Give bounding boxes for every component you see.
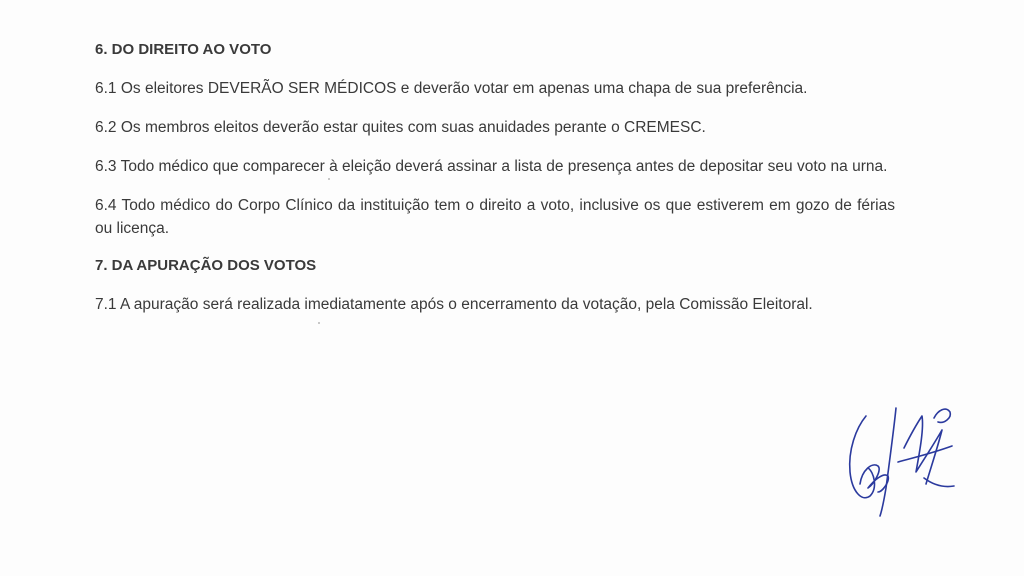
clause-6-3: 6.3 Todo médico que comparecer à eleição deverá assinar a lista de presença antes de depositar seu voto na urna.	[95, 158, 888, 175]
clause-6-2: 6.2 Os membros eleitos deverão estar quites com suas anuidades perante o CREMESC.	[95, 119, 706, 136]
section-7-title: 7. DA APURAÇÃO DOS VOTOS	[95, 257, 317, 274]
scan-speck	[328, 178, 330, 180]
document-body	[95, 38, 895, 332]
handwritten-signature	[838, 388, 968, 523]
clause-7-1: 7.1 A apuração será realizada imediatamente após o encerramento da votação, pela Comissão Eleitoral.	[95, 296, 813, 313]
clause-6-4: 6.4 Todo médico do Corpo Clínico da instituição tem o direito a voto, inclusive os que estiverem em gozo de férias ou licença.	[95, 197, 895, 237]
section-6-title: 6. DO DIREITO AO VOTO	[95, 41, 272, 58]
clause-6-1: 6.1 Os eleitores DEVERÃO SER MÉDICOS e deverão votar em apenas uma chapa de sua preferência.	[95, 80, 808, 97]
scan-speck	[318, 322, 320, 324]
